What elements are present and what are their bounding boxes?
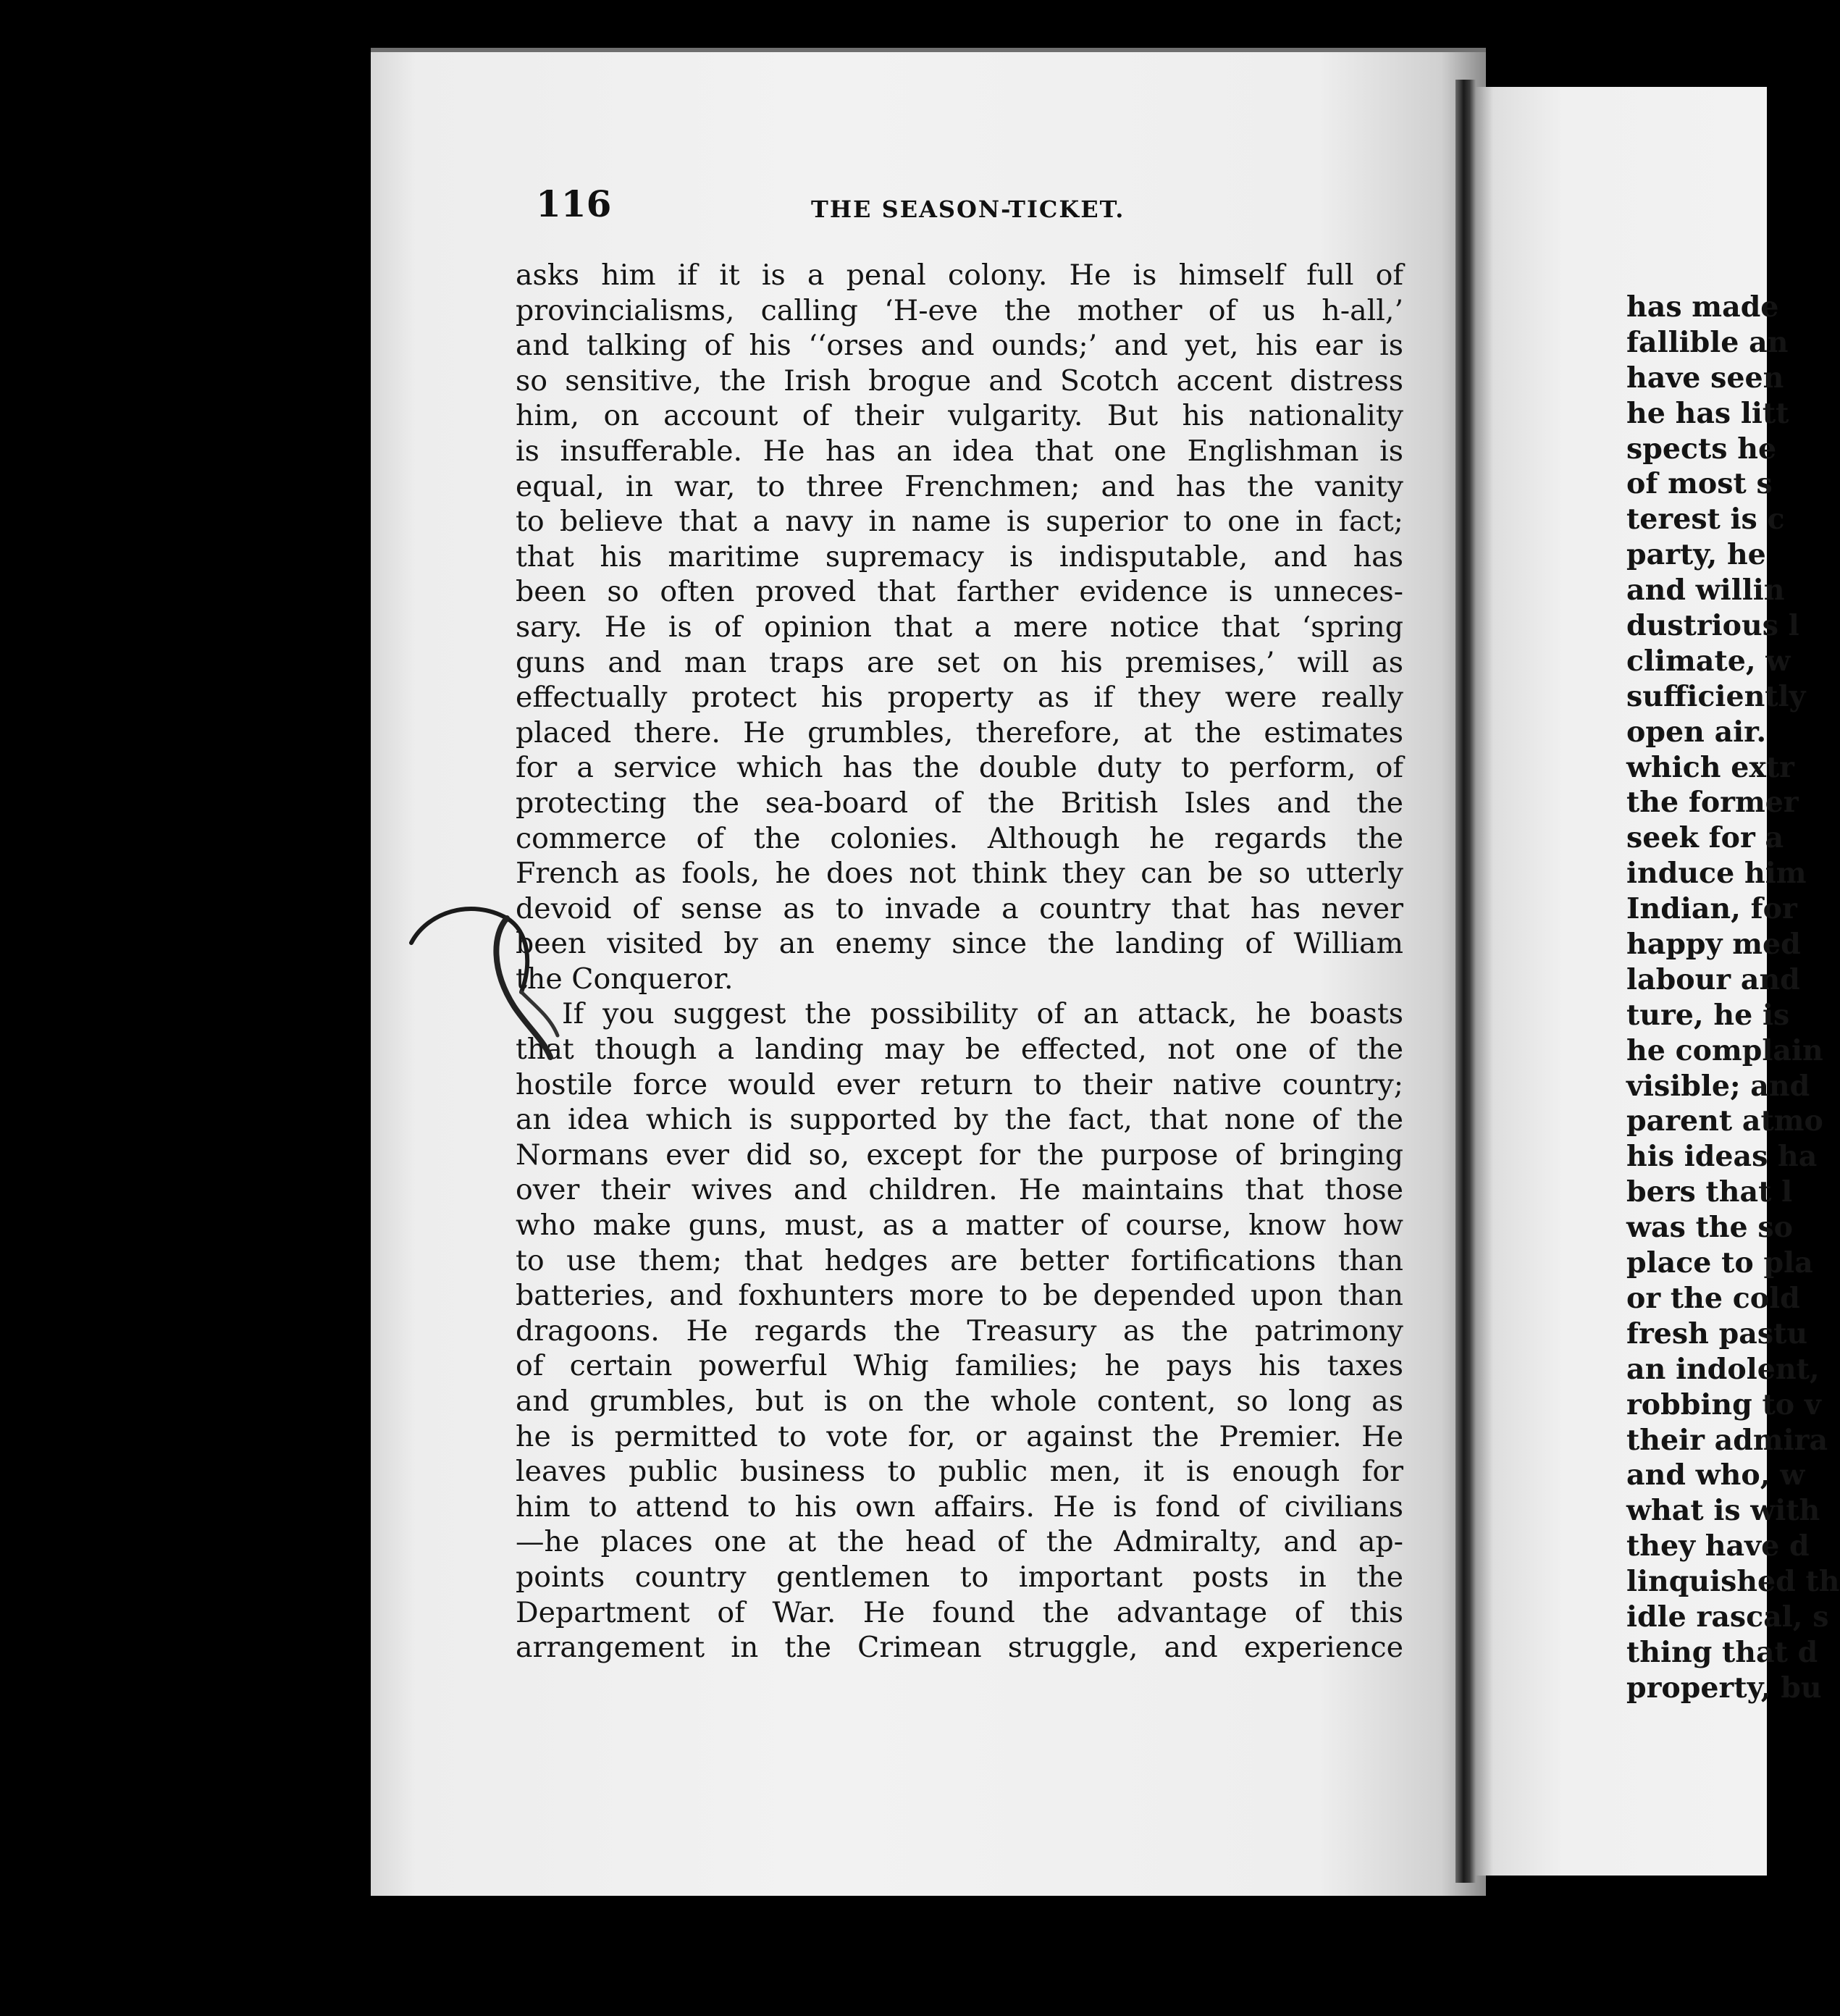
text-line: fallible an xyxy=(1626,325,1789,359)
text-line: he is permitted to vote for, or against the Premier. He xyxy=(516,1419,1403,1453)
text-line: points country gentlemen to important posts in the xyxy=(516,1560,1403,1594)
text-line: and grumbles, but is on the whole content, so long as xyxy=(516,1385,1403,1418)
text-line: dragoons. He regards the Treasury as the patrimony xyxy=(516,1314,1403,1348)
text-line: they have d xyxy=(1626,1529,1810,1563)
text-line: their admira xyxy=(1626,1423,1828,1457)
right-page-body-text xyxy=(1626,290,1840,1706)
text-line: has made xyxy=(1626,290,1779,324)
text-line: him, on account of their vulgarity. But his nationality xyxy=(516,399,1403,433)
text-line: hostile force would ever return to their native country; xyxy=(516,1067,1403,1101)
text-line: arrangement in the Crimean struggle, and experience xyxy=(516,1631,1403,1665)
text-line: fresh pastu xyxy=(1626,1316,1808,1351)
text-line: sufficiently xyxy=(1626,679,1806,713)
text-line: party, he xyxy=(1626,538,1766,572)
text-line: to use them; that hedges are better fortifications than xyxy=(516,1243,1403,1277)
text-line: his ideas ha xyxy=(1626,1140,1818,1174)
text-line: parent atmo xyxy=(1626,1104,1823,1138)
text-line: batteries, and foxhunters more to be depended upon than xyxy=(516,1279,1403,1313)
text-line: and who, w xyxy=(1626,1458,1805,1492)
text-line: Normans ever did so, except for the purpose of bringing xyxy=(516,1138,1403,1172)
text-line: that though a landing may be effected, not one of the xyxy=(516,1033,1403,1067)
text-line: is insufferable. He has an idea that one Englishman is xyxy=(516,434,1403,468)
text-line: what is with xyxy=(1626,1494,1820,1528)
text-line: or the cold xyxy=(1626,1281,1800,1315)
text-line: labour and xyxy=(1626,962,1800,996)
text-line: spects he xyxy=(1626,432,1777,466)
text-line: happy med xyxy=(1626,928,1801,962)
text-line: which extr xyxy=(1626,750,1794,784)
text-line: of most s xyxy=(1626,467,1773,501)
text-line: If you suggest the possibility of an attack, he boasts xyxy=(562,997,1403,1031)
text-line: so sensitive, the Irish brogue and Scotch accent distress xyxy=(516,364,1403,398)
text-line: for a service which has the double duty to perform, of xyxy=(516,751,1403,785)
text-line: devoid of sense as to invade a country that has never xyxy=(516,891,1403,925)
text-line: asks him if it is a penal colony. He is himself full of xyxy=(516,259,1403,292)
text-line: —he places one at the head of the Admiralty, and ap- xyxy=(516,1525,1403,1559)
text-line: equal, in war, to three Frenchmen; and has the vanity xyxy=(516,469,1403,503)
text-line: been visited by an enemy since the landing of William xyxy=(516,927,1403,961)
text-line: French as fools, he does not think they can be so utterly xyxy=(516,857,1403,891)
text-line: seek for a xyxy=(1626,821,1784,855)
text-line: was the so xyxy=(1626,1211,1794,1245)
text-line: and willin xyxy=(1626,574,1785,608)
pen-mark-scribble xyxy=(406,883,594,1072)
text-line: place to pla xyxy=(1626,1246,1813,1280)
text-line: who make guns, must, as a matter of course, know how xyxy=(516,1209,1403,1243)
page-number: 116 xyxy=(536,182,612,225)
text-line: of certain powerful Whig families; he pays his taxes xyxy=(516,1349,1403,1383)
text-line: leaves public business to public men, it is enough for xyxy=(516,1455,1403,1489)
text-line: protecting the sea-board of the British Isles and the xyxy=(516,786,1403,820)
text-line: Department of War. He found the advantage of this xyxy=(516,1595,1403,1629)
text-line: been so often proved that farther evidence is unneces- xyxy=(516,575,1403,609)
text-line: he complain xyxy=(1626,1033,1823,1067)
text-line: robbing to v xyxy=(1626,1387,1821,1421)
book-gutter xyxy=(1455,80,1476,1883)
text-line: him to attend to his own affairs. He is fond of civilians xyxy=(516,1490,1403,1524)
text-line: open air. xyxy=(1626,715,1767,749)
text-line: dustrious l xyxy=(1626,609,1799,643)
text-line: provincialisms, calling ‘H-eve the mother of us h-all,’ xyxy=(516,293,1403,327)
text-line: commerce of the colonies. Although he regards the xyxy=(516,821,1403,855)
text-line: visible; and xyxy=(1626,1069,1810,1103)
text-line: to believe that a navy in name is superior to one in fact; xyxy=(516,505,1403,539)
text-line: an indolent, xyxy=(1626,1352,1820,1386)
text-line: that his maritime supremacy is indisputable, and has xyxy=(516,539,1403,574)
text-line: he has litt xyxy=(1626,396,1789,430)
text-line: over their wives and children. He maintains that those xyxy=(516,1173,1403,1207)
text-line: bers that l xyxy=(1626,1175,1793,1209)
text-line: property, bu xyxy=(1626,1671,1822,1705)
text-line: ture, he is xyxy=(1626,998,1790,1032)
text-line: effectually protect his property as if they were really xyxy=(516,681,1403,715)
text-line: terest is c xyxy=(1626,503,1785,537)
text-line: and talking of his ‘‘orses and ounds;’ and yet, his ear is xyxy=(516,329,1403,363)
left-page-body-text xyxy=(516,258,1403,1666)
text-line: guns and man traps are set on his premises,’ will as xyxy=(516,645,1403,679)
text-line: an idea which is supported by the fact, that none of the xyxy=(516,1103,1403,1137)
text-line: sary. He is of opinion that a mere notice that ‘spring xyxy=(516,610,1403,644)
text-line: idle rascal, s xyxy=(1626,1600,1829,1634)
page-header xyxy=(536,182,1405,233)
text-line: the Conqueror. xyxy=(516,962,734,996)
text-line: placed there. He grumbles, therefore, at the estimates xyxy=(516,715,1403,749)
text-line: Indian, for xyxy=(1626,892,1797,926)
text-line: linquished th xyxy=(1626,1565,1840,1599)
text-line: induce him xyxy=(1626,857,1807,891)
text-line: have seen xyxy=(1626,361,1784,395)
running-title: THE SEASON-TICKET. xyxy=(811,196,1125,223)
text-line: the former xyxy=(1626,786,1799,820)
text-line: climate, w xyxy=(1626,644,1791,678)
text-line: thing that d xyxy=(1626,1635,1818,1669)
